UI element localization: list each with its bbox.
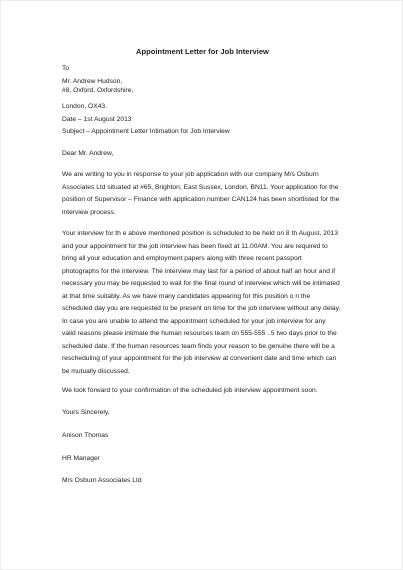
paragraph-line: and your appointment for the job interview has been fixed at 11.00AM. You are required to xyxy=(62,242,328,250)
paragraph-line: scheduled date. If the human resources team finds your reason to be genuine there will be a xyxy=(62,342,335,350)
paragraph-3 xyxy=(62,385,352,398)
paragraph-line: We are writing to you in response to your job application with our company M/s Osburn xyxy=(62,171,319,178)
signatory-name-block xyxy=(62,430,352,443)
signatory-company: M/s Osburn Associates Ltd xyxy=(62,477,142,484)
paragraph-line: Your interview for th e above mentioned position is scheduled to be held on 8 th August, 2013 xyxy=(62,230,338,237)
salutation-block xyxy=(62,148,352,161)
paragraph-line: Associates Ltd situated at #65, Brighton, East Sussex, London, BN11. Your application for the xyxy=(62,183,339,191)
paragraph-line: interview process. xyxy=(62,208,116,216)
letter-subject: Subject – Appointment Letter Intimation for Job Interview xyxy=(62,128,230,135)
paragraph-line: at that time suitably. As we have many candidates appearing for this position o n the xyxy=(62,292,311,300)
closing-block xyxy=(62,407,352,420)
closing: Yours Sincerely, xyxy=(62,409,110,416)
paragraph-1 xyxy=(62,169,352,219)
signatory-title: HR Manager xyxy=(62,455,100,462)
paragraph-line: necessary you may be requested to wait for the final round of interview which will be intimated xyxy=(62,280,340,287)
recipient-street: #8, Oxford, Oxfordshire, xyxy=(62,87,134,94)
paragraph-line: position of Supervisor – Finance with application number CAN124 has been shortlisted for the xyxy=(62,196,340,203)
recipient-city-block xyxy=(62,101,352,139)
signatory-name: Anison Thomas xyxy=(62,432,109,439)
letter-date: Date – 1st August 2013 xyxy=(62,115,132,123)
recipient-street-block xyxy=(62,85,352,98)
signatory-company-block xyxy=(62,475,352,488)
paragraph-line: We look forward to your confirmation of the scheduled job interview appointment soon. xyxy=(62,387,318,394)
paragraph-line: photographs for the interview. The interview may last for a period of about half an hour and if xyxy=(62,267,336,275)
paragraph-line: scheduled day you are requested to be present on time for the job interview without any delay. xyxy=(62,305,341,312)
salutation: Dear Mr. Andrew, xyxy=(62,150,114,157)
paragraph-line: valid reasons please intimate the human resources team on 555-555 . 5 two days prior to the xyxy=(62,330,337,337)
paragraph-line: bring all your education and employment papers along with three recent passport xyxy=(62,255,302,262)
paragraph-line: be mutually discussed. xyxy=(62,367,130,375)
signatory-title-block xyxy=(62,453,352,466)
paragraph-line: rescheduling of your appointment for the job interview at convenient date and time which can xyxy=(62,355,337,362)
paragraph-2 xyxy=(62,228,352,378)
paragraph-line: In case you are unable to attend the appointment scheduled for your job interview for any xyxy=(62,317,326,325)
recipient-line: To xyxy=(62,65,70,72)
letter-title: Appointment Letter for Job Interview xyxy=(136,47,269,56)
recipient-city: London, OX43. xyxy=(62,103,107,110)
recipient-line: Mr. Andrew Hudson, xyxy=(62,77,123,85)
